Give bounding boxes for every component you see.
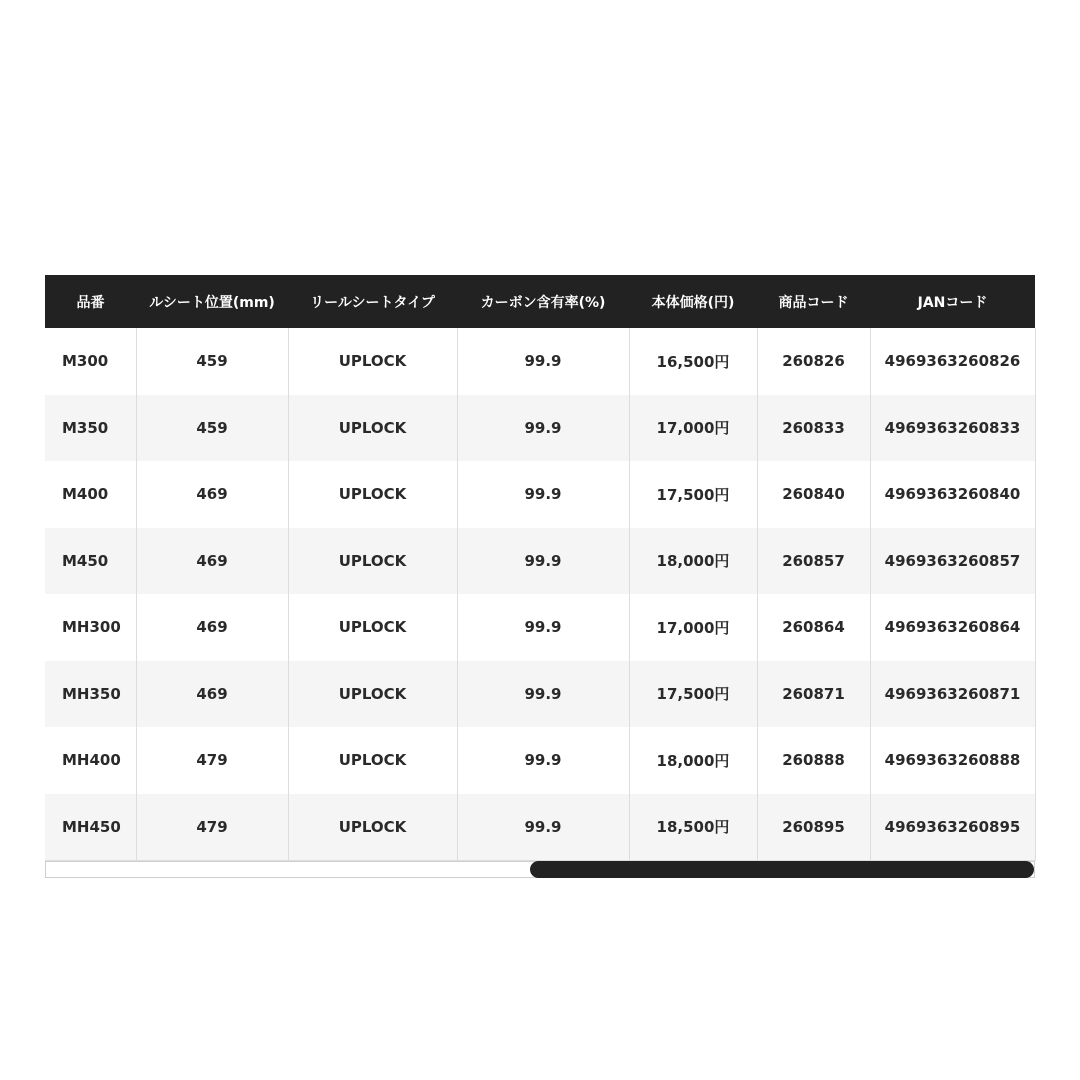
- cell-product-code: 260895: [757, 794, 870, 861]
- cell-carbon-content: 99.9: [457, 594, 629, 661]
- cell-reel-seat-position: 469: [136, 528, 288, 595]
- cell-jan-code: 4969363260840: [870, 461, 1035, 528]
- cell-jan-code: 4969363260871: [870, 661, 1035, 728]
- cell-product-code: 260833: [757, 395, 870, 462]
- cell-product-code: 260888: [757, 727, 870, 794]
- table-row: [45, 794, 1035, 861]
- cell-price: 17,500円: [629, 461, 757, 528]
- cell-reel-seat-type: UPLOCK: [288, 528, 457, 595]
- spec-table-container: [45, 275, 1035, 878]
- cell-reel-seat-position: 469: [136, 461, 288, 528]
- cell-price: 16,500円: [629, 328, 757, 395]
- cell-product-number: M450: [45, 528, 136, 595]
- table-row: [45, 661, 1035, 728]
- header-price: 本体価格(円): [629, 275, 757, 328]
- cell-price: 18,500円: [629, 794, 757, 861]
- cell-product-number: MH300: [45, 594, 136, 661]
- cell-reel-seat-type: UPLOCK: [288, 328, 457, 395]
- cell-jan-code: 4969363260833: [870, 395, 1035, 462]
- cell-reel-seat-position: 479: [136, 727, 288, 794]
- cell-jan-code: 4969363260888: [870, 727, 1035, 794]
- cell-jan-code: 4969363260857: [870, 528, 1035, 595]
- cell-carbon-content: 99.9: [457, 461, 629, 528]
- cell-reel-seat-position: 459: [136, 328, 288, 395]
- cell-jan-code: 4969363260864: [870, 594, 1035, 661]
- cell-reel-seat-type: UPLOCK: [288, 794, 457, 861]
- cell-carbon-content: 99.9: [457, 395, 629, 462]
- table-header-row: [45, 275, 1035, 328]
- cell-product-number: M300: [45, 328, 136, 395]
- cell-reel-seat-position: 469: [136, 594, 288, 661]
- cell-product-number: MH450: [45, 794, 136, 861]
- horizontal-scrollbar[interactable]: [45, 861, 1035, 878]
- header-reel-seat-type: リールシートタイプ: [288, 275, 457, 328]
- table-row: [45, 727, 1035, 794]
- cell-price: 17,000円: [629, 395, 757, 462]
- cell-price: 18,000円: [629, 528, 757, 595]
- cell-carbon-content: 99.9: [457, 528, 629, 595]
- cell-product-number: MH400: [45, 727, 136, 794]
- cell-carbon-content: 99.9: [457, 727, 629, 794]
- table-row: [45, 395, 1035, 462]
- cell-product-code: 260857: [757, 528, 870, 595]
- header-carbon-content: カーボン含有率(%): [457, 275, 629, 328]
- spec-table: [45, 275, 1036, 861]
- cell-reel-seat-type: UPLOCK: [288, 395, 457, 462]
- header-jan-code: JANコード: [870, 275, 1035, 328]
- cell-product-code: 260864: [757, 594, 870, 661]
- table-row: [45, 328, 1035, 395]
- cell-product-number: MH350: [45, 661, 136, 728]
- header-reel-seat-position: ルシート位置(mm): [136, 275, 288, 328]
- cell-reel-seat-position: 469: [136, 661, 288, 728]
- cell-reel-seat-type: UPLOCK: [288, 727, 457, 794]
- cell-product-number: M400: [45, 461, 136, 528]
- header-product-number: 品番: [45, 275, 136, 328]
- cell-reel-seat-type: UPLOCK: [288, 661, 457, 728]
- header-product-code: 商品コード: [757, 275, 870, 328]
- scrollbar-thumb[interactable]: [530, 861, 1034, 878]
- cell-product-code: 260840: [757, 461, 870, 528]
- cell-carbon-content: 99.9: [457, 328, 629, 395]
- table-row: [45, 528, 1035, 595]
- cell-reel-seat-position: 459: [136, 395, 288, 462]
- cell-jan-code: 4969363260826: [870, 328, 1035, 395]
- cell-product-code: 260871: [757, 661, 870, 728]
- table-row: [45, 594, 1035, 661]
- cell-carbon-content: 99.9: [457, 794, 629, 861]
- cell-reel-seat-type: UPLOCK: [288, 461, 457, 528]
- cell-reel-seat-position: 479: [136, 794, 288, 861]
- cell-price: 17,000円: [629, 594, 757, 661]
- cell-jan-code: 4969363260895: [870, 794, 1035, 861]
- cell-product-number: M350: [45, 395, 136, 462]
- cell-price: 17,500円: [629, 661, 757, 728]
- cell-product-code: 260826: [757, 328, 870, 395]
- cell-reel-seat-type: UPLOCK: [288, 594, 457, 661]
- cell-price: 18,000円: [629, 727, 757, 794]
- cell-carbon-content: 99.9: [457, 661, 629, 728]
- table-row: [45, 461, 1035, 528]
